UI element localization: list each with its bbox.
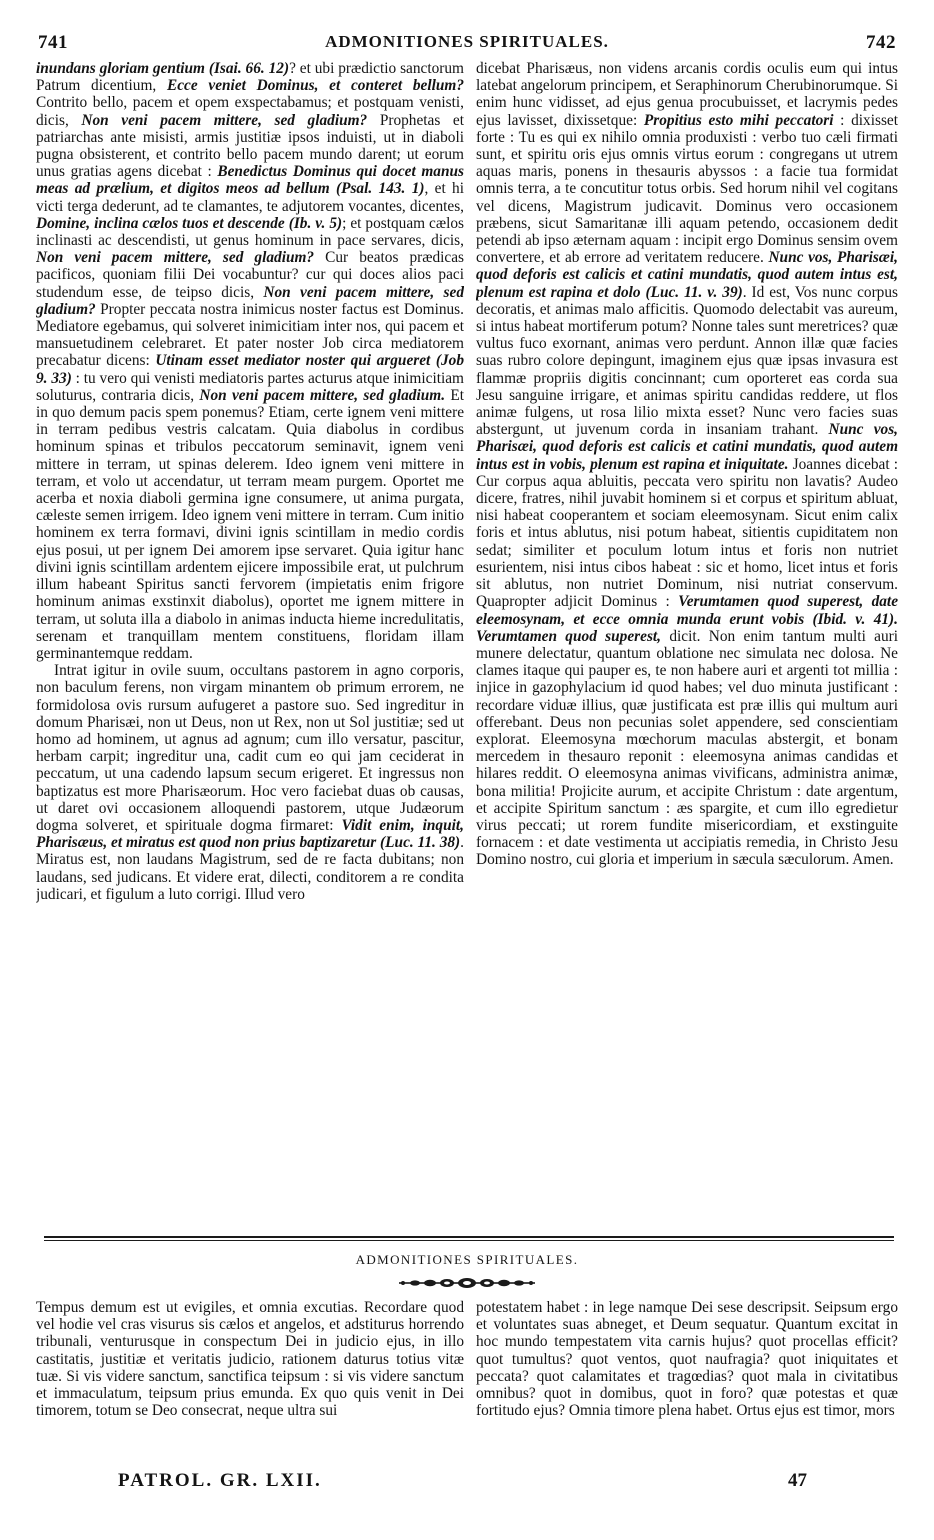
italic-run: Vidit enim, inquit, Pharisæus, et miratus est quod non prius baptizaretur (Luc. 11. 38) [36, 816, 464, 852]
text-run: , et hi victi terga dederunt, ad te clamantes, te adjutorem vocantes, dicentes, [36, 180, 464, 215]
text-run: Tempus demum est ut evigiles, et omnia excutias. Recordare quod vel hodie vel cras visurus sis cælos et angelos, et adstiturus horrendo tribunali, venturusque in conspectum Dei in judicio ejus, in illo castitatis, justitiæ et veritatis judicio, rationem daturus totius vitæ tuæ. Si vis videre sanctum, sanctifica teipsum : si vis videre sanctum et immaculatum, teipsum prius emunda. Ex quo quis venit in Dei timorem, totum se Deo consecrat, neque ultra sui [36, 1299, 464, 1420]
paragraph [36, 1299, 464, 1419]
italic-run: Verumtamen quod superest, [476, 627, 662, 645]
text-run: potestatem habet : in lege namque Dei sese descripsit. Seipsum ergo et voluntates suas abneget, et Deum sequatur. Quantum excitat in hoc mundo tempestatem vita carnis hujus? quot procellas efficit? quot tumultus? quot ventos, quot naufragia? quot iniquitates et peccata? quot calamitates et tragœdias? quot mala in civitatibus omnibus? quot in domibus, quot in foro? quæ potestas et quæ fortitudo ejus? Omnia timore plena habet. Ortus ejus est timor, mors [476, 1299, 898, 1420]
text-run: dicebat Pharisæus, non videns arcanis cordis oculis eum qui intus latebat angelorum principem, et Seraphinorum Cherubinorumque. Si enim hunc vidisset, ad ejus genua procubuisset, et lacrymis pedes ejus lavisset, dixissetque: [476, 60, 898, 129]
right-column-lower [476, 1299, 898, 1471]
text-run: ? et ubi prædictio sanctorum Patrum dicentium, [36, 60, 464, 95]
italic-run: Nunc vos, Pharisæi, quod deforis est calicis et catini mundatis, quod autem intus est in vobis, plenum est rapina et iniquitate. [476, 421, 898, 473]
italic-run: inundans gloriam gentium (Isai. 66. 12) [36, 60, 290, 77]
italic-run: Benedictus Dominus qui docet manus meas ad prælium, et digitos meos ad bellum (Psal. 143. 1) [36, 163, 464, 198]
italic-run: Non veni pacem mittere, sed gladium? [81, 111, 368, 129]
right-column-upper [476, 60, 898, 1222]
left-column-upper [36, 60, 464, 1222]
italic-run: Propitius esto mihi peccatori [643, 111, 834, 129]
text-run: Intrat igitur in ovile suum, occultans pastorem in agno corporis, non baculum ferens, non virgam minantem ob primum errorem, ne formidolosa ovis rursum aufugeret a pastore suo. Sed ingreditur in domum Pharisæi, non ut Deus, non ut Rex, non ut Sol justitiæ; sed ut homo ad hominem, ut agnus ad agnum; cum illo versatur, pascitur, herbam carpit; ingreditur una, cadit cum eo qui jam ceciderat in peccatum, ut una cadendo lapsum secum erigeret. Et ingressus non baptizatus est more Pharisæorum. Hoc vero faciebat duas ob causas, ut daret ovi occasionem alloquendi pastorem, utque Judæorum dogma solveret, et spirituale dogma firmaret: [36, 662, 464, 834]
italic-run: Nunc vos, Pharisæi, quod deforis est calicis et catini mundatis, quod autem intus est, plenum est rapina et dolo (Luc. 11. v. 39) [476, 249, 898, 301]
signature-mark: PATROL. GR. LXII. [118, 1470, 322, 1491]
paragraph [36, 662, 464, 903]
text-run: Propter peccata nostra inimicus noster factus est Dominus. Mediatore egebamus, qui solveret inimicitiam inter nos, qui pacem et mansuetudinem celebraret. Et pater noster Job circa mediatorem precabatur dicens: [36, 300, 464, 370]
italic-run: Domine, inclina cælos tuos et descende (Ib. v. 5) [36, 214, 343, 232]
text-run: : tu vero qui venisti mediatoris partes acturus atque inimicitiam soluturus, contraria dicis, [36, 369, 464, 404]
paragraph [476, 1299, 898, 1419]
running-title: ADMONITIONES SPIRITUALES. [325, 32, 609, 51]
text-run: . Id est, Vos nunc corpus decoratis, et animas malo afficitis. Quomodo delectabit vas aureum, si intus habeat mortiferum potum? Nonne tales sunt meretrices? quæ vultus fuco exornant, animas vero perdunt. Annon illæ quæ facies suas rubro colore depingunt, imaginem ejus quæ ipsas invasura est flammæ propriis digitis concinnant; cum oporteret eas corda sua Jesu sanguine irrigare, et animas spiritu candidas reddere, ut flos animæ fulgens, ut rosa lilio mixta esset? Nunc vero facies suas abstergunt, ut juvenum corda in insaniam trahant. [476, 283, 898, 439]
left-column-lower [36, 1299, 464, 1471]
fleuron-ornament-icon [395, 1274, 539, 1292]
text-run: Cur beatos prædicas pacificos, quoniam filii Dei vocabuntur? cur qui doces alios paci studendum esse, de teipso dicis, [36, 249, 464, 301]
text-run: Joannes dicebat : Cur corpus aqua abluitis, peccata vero spiritu non lavatis? Audeo dicere, fratres, nihil juvabit hominem si et corpus et spiritum abluat, nisi habeat cooperantem et sociam eleemosynam. Sicut enim calix foris et intus ablutus, nisi potum habeat, sitientis cupiditatem non sedat; similiter et poculum lotum intus et foris non nutriet esurientem, nisi intus cibos habeat : sic et homo, licet intus et foris sit ablutus, non nutriet Dominum, nisi nutriat conservum. Quapropter adjicit Dominus : [476, 455, 898, 611]
italic-run: Utinam esset mediator noster qui argueret (Job 9. 33) [36, 352, 464, 387]
text-run: dicit. Non enim tantum multi auri munere delectatur, quantum oblatione nec simulata nec dolosa. Ne clames itaque qui pauper es, te non habere auri et argenti tot millia : injice in gazophylacium id quod habes; vel duo minuta justificant : recordare viduæ illius, quæ justificata est præ illis qui multum auri offerebant. Deus non pecunias solet appendere, sed conscientiam explorat. Eleemosyna mœchorum maculas abstergit, et bonam mercedem in thesauro reponit : eleemosyna animas candidas et hilares reddit. O eleemosyna animas vivificans, administra animæ, bona militia! Projicite aurum, et accipite Christum : date argentum, et accipite Spiritum sanctum : æs spargite, et cum illo egredietur virus peccati; ut rorem fundite misericordiam, et exstinguite fornacem : et date vestimenta ut accipiatis remedia, in Christo Jesu Domino nostro, cui gloria et imperium in sæcula sæculorum. Amen. [476, 627, 898, 869]
section-divider-thin [44, 1240, 894, 1241]
italic-run: Non veni pacem mittere, sed gladium. [199, 386, 446, 404]
text-run: Prophetas et patriarchas ante misisti, armis justitiæ ipsos induisti, ut in diaboli pugna obsisterent, et contrito bello pacem mundo darent; ut eorum unus gratias agens dicebat : [36, 111, 464, 181]
text-run: Et in quo demum pacis spem ponemus? Etiam, certe ignem veni mittere in terram pedibus vestris calcatam. Quia diabolus in cordibus hominum spinas et tribulos peccatorum seminavit, ignem veni mittere in terram, ut spinas delerem. Ideo ignem veni mittere in terram, et volo ut accendatur, ut terram meam purgem. Oportet me acerba et noxia diaboli germina igne consumere, ut anima purgata, cæleste semen irrigem. Ideo ignem veni mittere in terram. Cum initio hominem ex terra formavi, divini ignis scintillam in medio cordis ejus posui, ut per ignem Dei amorem ipse servaret. Quia igitur hanc divini ignis scintillam ardentem ejicere impossibile erat, ut pulchrum illum habeant Spiritus sancti fervorem (impietatis enim frigore hominum animas exstinxit diabolus), oportet me ignem mittere in terram, ut soluta illa a diabolo in animas inducta hieme incredulitatis, serenam et tranquillam mentem constituens, floridam illam germinantemque reddam. [36, 386, 464, 662]
italic-run: Non veni pacem mittere, sed gladium? [36, 283, 464, 318]
gathering-number: 47 [788, 1470, 807, 1491]
italic-run: Ecce veniet Dominus, et conteret bellum? [167, 77, 464, 95]
page-number-right: 742 [866, 32, 896, 53]
section-divider-heavy [44, 1236, 894, 1238]
running-header [38, 32, 896, 54]
paragraph [476, 60, 898, 869]
page-number-left: 741 [38, 32, 68, 53]
italic-run: Non veni pacem mittere, sed gladium? [36, 249, 315, 267]
section-title: ADMONITIONES SPIRITUALES. [355, 1252, 579, 1267]
text-run: ; et postquam cælos inclinasti ac descendisti, ut genus hominum in pace servares, dicis, [36, 214, 464, 250]
italic-run: Verumtamen quod superest, date eleemosynam, et ecce omnia munda erunt vobis (Ibid. v. 41). [476, 593, 898, 628]
paragraph [36, 60, 464, 662]
text-run: . Miratus est, non laudans Magistrum, sed de re facta dubitans; non laudans, sed judicans. Et videre erat, dilecti, conditorem a re condita judicari, et figulum a luto corrigi. Illud vero [36, 834, 464, 903]
text-run: : dixisset forte : Tu es qui ex nihilo omnia produxisti : verbo tuo cæli firmati sunt, et spiritu oris ejus omnis virtus eorum : congregans ut utrem aquas maris, ponens in thesauris abyssos : a facie tua formidat omnis terra, a te concutitur totus orbis. Sed horum nihil vel cogitans vel dicens, Magistrum judicavit. Dominus vero occasionem præbens, sicut Samaritanæ illi aquam petendo, occasionem dedit petendi ab ipso æternam aquam : incipit ergo Dominus sensim ovem convertere, et ab errore ad veritatem reducere. [476, 111, 898, 267]
text-run: Contrito bello, pacem et opem exspectabamus; et postquam venisti, dicis, [36, 94, 464, 129]
